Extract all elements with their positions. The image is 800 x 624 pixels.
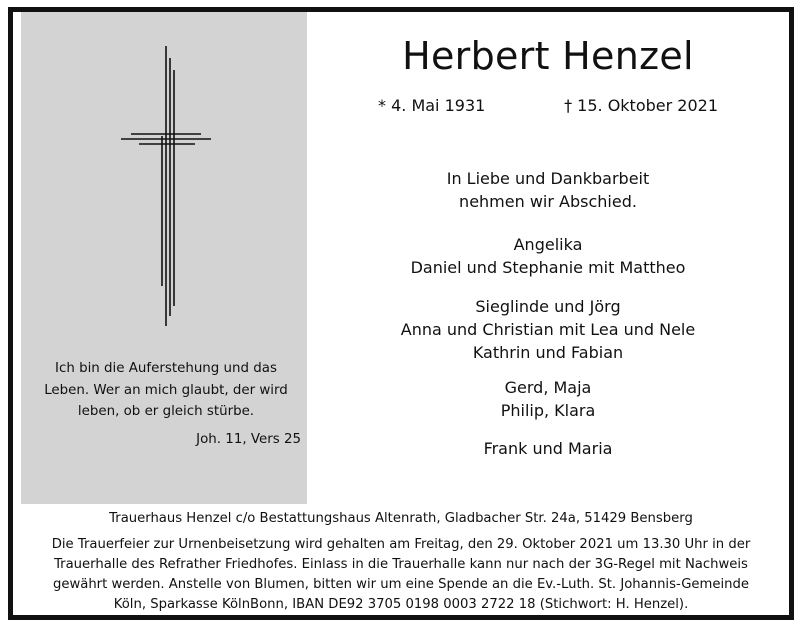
family-line: Daniel und Stephanie mit Mattheo xyxy=(410,258,686,277)
deceased-name: Herbert Henzel xyxy=(402,34,694,78)
family-line: Gerd, Maja xyxy=(504,378,592,397)
notice-line: Köln, Sparkasse KölnBonn, IBAN DE92 3705 0198 0003 2722 18 (Stichwort: H. Henzel). xyxy=(113,597,689,612)
family-line: Anna und Christian mit Lea und Nele xyxy=(400,320,696,339)
family-line: Kathrin und Fabian xyxy=(472,343,624,362)
funeral-notice xyxy=(13,535,789,615)
notice-line: Trauerhalle des Refrather Friedhofes. Einlass in die Trauerhalle kann nur nach der 3G-Regel mit Nachweis xyxy=(54,557,748,572)
family-line: Philip, Klara xyxy=(500,401,596,420)
verse-line: Ich bin die Auferstehung und das xyxy=(55,361,277,376)
family-group xyxy=(318,233,778,279)
verse-line: Leben. Wer an mich glaubt, der wird xyxy=(44,382,288,398)
mourning-line: In Liebe und Dankbarbeit xyxy=(446,169,650,188)
bible-verse xyxy=(35,358,297,423)
mourning-text xyxy=(318,167,778,213)
family-line: Frank und Maria xyxy=(483,439,613,458)
family-group xyxy=(318,437,778,460)
death-date: † 15. Oktober 2021 xyxy=(564,96,718,115)
verse-line: leben, ob er gleich stürbe. xyxy=(77,404,255,419)
family-line: Angelika xyxy=(513,235,583,254)
verse-reference: Joh. 11, Vers 25 xyxy=(196,432,301,447)
verse-panel xyxy=(21,12,307,504)
life-dates xyxy=(378,96,718,115)
cross-icon xyxy=(111,46,221,326)
mourning-line: nehmen wir Abschied. xyxy=(459,192,637,211)
birth-date: * 4. Mai 1931 xyxy=(378,96,486,115)
notice-line: Die Trauerfeier zur Urnenbeisetzung wird gehalten am Freitag, den 29. Oktober 2021 um 13.30 Uhr in der xyxy=(51,537,751,552)
family-line: Sieglinde und Jörg xyxy=(475,297,621,316)
obituary-card xyxy=(8,7,794,620)
notice-line: gewährt werden. Anstelle von Blumen, bitten wir um eine Spende an die Ev.-Luth. St. Johannis-Gemeinde xyxy=(52,577,750,592)
family-group xyxy=(318,376,778,422)
funeral-home-address: Trauerhaus Henzel c/o Bestattungshaus Altenrath, Gladbacher Str. 24a, 51429 Bensberg xyxy=(109,511,693,526)
family-group xyxy=(318,295,778,364)
